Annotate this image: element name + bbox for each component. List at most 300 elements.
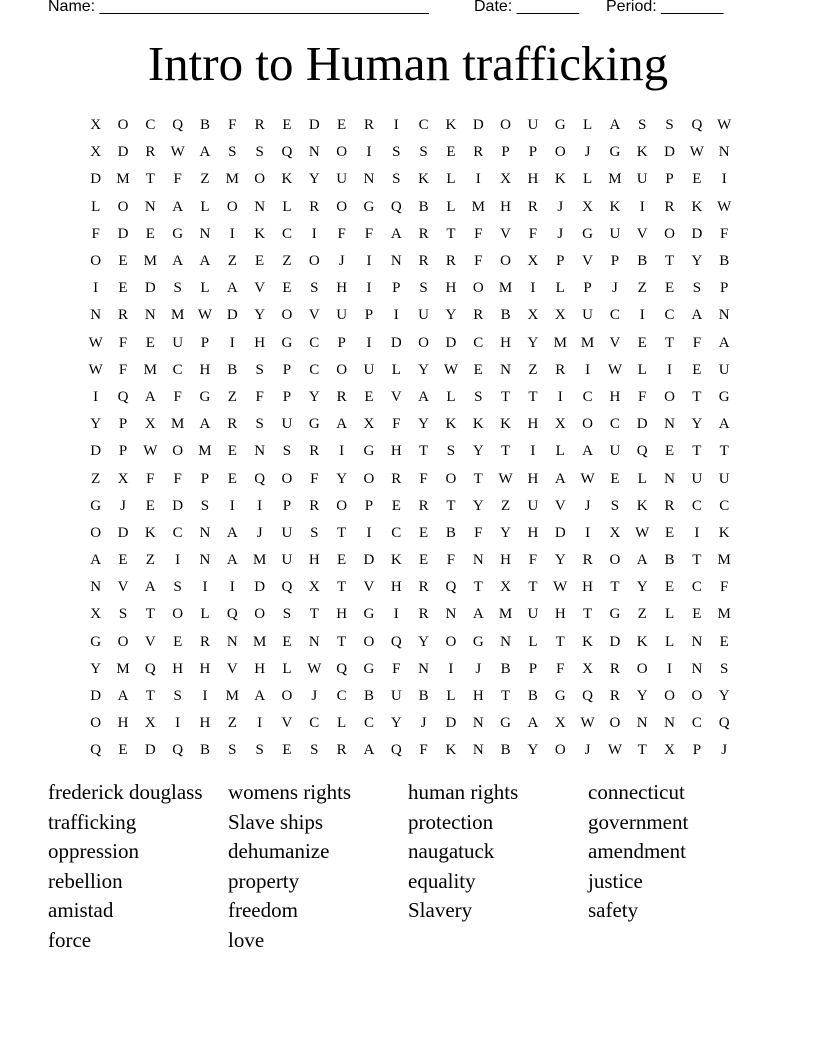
grid-letter[interactable]: U [336,171,348,188]
grid-letter[interactable]: S [200,497,210,514]
grid-letter[interactable]: F [474,225,483,242]
grid-letter[interactable]: T [337,579,347,596]
grid-letter[interactable]: I [202,688,208,705]
grid-letter[interactable]: U [336,307,348,324]
grid-letter[interactable]: I [530,443,536,460]
grid-letter[interactable]: N [718,144,730,161]
grid-letter[interactable]: D [609,633,621,650]
grid-letter[interactable]: E [282,280,292,297]
grid-letter[interactable]: Q [691,117,703,134]
grid-letter[interactable]: C [281,225,292,242]
grid-letter[interactable]: A [226,552,238,569]
grid-letter[interactable]: P [583,280,592,297]
grid-letter[interactable]: I [667,660,673,677]
grid-letter[interactable]: W [580,470,595,487]
grid-letter[interactable]: N [226,633,238,650]
grid-letter[interactable]: C [691,497,702,514]
grid-letter[interactable]: U [390,688,402,705]
grid-letter[interactable]: Z [637,606,647,623]
grid-letter[interactable]: R [418,606,429,623]
grid-letter[interactable]: F [255,388,264,405]
period-field-label[interactable]: Period: _______ [606,0,724,15]
grid-letter[interactable]: X [308,579,320,596]
grid-letter[interactable]: Q [172,742,184,759]
grid-letter[interactable]: B [199,742,210,759]
grid-letter[interactable]: S [720,660,729,677]
grid-letter[interactable]: U [363,361,375,378]
grid-letter[interactable]: D [472,117,484,134]
grid-letter[interactable]: E [227,470,237,487]
grid-letter[interactable]: D [144,280,156,297]
grid-letter[interactable]: N [472,715,484,732]
grid-letter[interactable]: P [528,144,538,161]
grid-letter[interactable]: X [664,742,675,759]
grid-letter[interactable]: N [90,307,102,324]
grid-letter[interactable]: J [120,497,126,514]
grid-letter[interactable]: W [170,144,185,161]
grid-letter[interactable]: E [282,117,292,134]
grid-letter[interactable]: I [366,524,372,541]
grid-letter[interactable]: A [144,388,156,405]
grid-letter[interactable]: H [609,388,621,405]
grid-letter[interactable]: G [472,633,484,650]
grid-letter[interactable]: C [145,117,156,134]
grid-letter[interactable]: M [252,633,267,650]
grid-letter[interactable]: T [528,579,538,596]
grid-letter[interactable]: Z [227,388,237,405]
grid-letter[interactable]: A [472,606,484,623]
grid-letter[interactable]: J [584,144,591,161]
grid-letter[interactable]: I [366,144,372,161]
grid-letter[interactable]: C [609,307,620,324]
grid-letter[interactable]: N [691,633,703,650]
grid-letter[interactable]: E [391,497,401,514]
grid-letter[interactable]: O [90,715,102,732]
grid-letter[interactable]: O [445,470,457,487]
grid-letter[interactable]: P [364,307,374,324]
grid-letter[interactable]: G [363,443,375,460]
grid-letter[interactable]: A [390,225,402,242]
grid-letter[interactable]: E [419,552,429,569]
grid-letter[interactable]: E [637,334,647,351]
grid-letter[interactable]: T [528,388,538,405]
grid-letter[interactable]: J [420,715,427,732]
grid-letter[interactable]: R [555,361,566,378]
grid-letter[interactable]: O [445,633,457,650]
grid-letter[interactable]: E [664,524,675,541]
grid-letter[interactable]: D [117,225,129,242]
grid-letter[interactable]: F [146,470,155,487]
grid-letter[interactable]: O [609,715,621,732]
grid-letter[interactable]: K [144,524,156,541]
grid-letter[interactable]: Q [390,198,402,215]
grid-letter[interactable]: O [691,688,703,705]
grid-letter[interactable]: S [392,144,401,161]
grid-letter[interactable]: G [718,388,730,405]
grid-letter[interactable]: Q [254,470,266,487]
grid-letter[interactable]: M [553,334,567,351]
grid-letter[interactable]: K [636,144,648,161]
grid-letter[interactable]: F [419,742,428,759]
grid-letter[interactable]: H [500,334,511,351]
grid-letter[interactable]: R [117,307,128,324]
grid-letter[interactable]: E [610,470,620,487]
grid-letter[interactable]: Q [144,660,156,677]
grid-letter[interactable]: I [721,171,727,188]
grid-letter[interactable]: H [172,660,184,677]
grid-letter[interactable]: M [225,171,239,188]
grid-letter[interactable]: A [363,742,375,759]
grid-letter[interactable]: R [418,225,429,242]
grid-letter[interactable]: Y [90,416,102,433]
grid-letter[interactable]: E [118,280,128,297]
grid-letter[interactable]: N [472,742,484,759]
grid-letter[interactable]: X [363,416,375,433]
grid-letter[interactable]: L [582,117,593,134]
grid-letter[interactable]: A [90,552,102,569]
grid-letter[interactable]: S [392,171,401,188]
grid-letter[interactable]: C [664,307,675,324]
grid-letter[interactable]: D [445,715,457,732]
grid-letter[interactable]: G [363,660,375,677]
grid-letter[interactable]: F [720,579,729,596]
grid-letter[interactable]: T [473,470,483,487]
grid-letter[interactable]: R [391,470,402,487]
grid-letter[interactable]: D [226,307,238,324]
grid-letter[interactable]: I [175,552,181,569]
grid-letter[interactable]: S [310,280,319,297]
grid-letter[interactable]: K [636,633,648,650]
grid-letter[interactable]: P [118,416,128,433]
grid-letter[interactable]: L [555,280,565,297]
grid-letter[interactable]: Y [418,361,430,378]
grid-letter[interactable]: I [366,280,372,297]
grid-letter[interactable]: L [200,198,210,215]
grid-letter[interactable]: I [339,443,345,460]
grid-letter[interactable]: J [611,280,618,297]
grid-letter[interactable]: S [255,144,264,161]
grid-letter[interactable]: X [144,416,156,433]
grid-letter[interactable]: S [255,416,264,433]
grid-letter[interactable]: U [636,171,648,188]
grid-letter[interactable]: L [528,633,538,650]
grid-letter[interactable]: F [118,361,128,378]
grid-letter[interactable]: V [226,660,238,677]
grid-letter[interactable]: M [471,198,485,215]
grid-letter[interactable]: Y [308,171,320,188]
grid-letter[interactable]: C [473,334,484,351]
grid-letter[interactable]: D [554,524,566,541]
grid-letter[interactable]: S [419,280,428,297]
grid-letter[interactable]: Q [582,688,593,705]
grid-letter[interactable]: W [717,198,732,215]
grid-letter[interactable]: A [144,579,156,596]
grid-letter[interactable]: B [664,552,675,569]
name-field-label[interactable]: Name: _____________________________________ [48,0,429,15]
grid-letter[interactable]: L [200,280,210,297]
grid-letter[interactable]: G [90,497,102,514]
grid-letter[interactable]: K [445,416,457,433]
grid-letter[interactable]: Q [90,742,102,759]
grid-letter[interactable]: Y [390,715,402,732]
grid-letter[interactable]: L [446,198,456,215]
grid-letter[interactable]: M [116,171,130,188]
grid-letter[interactable]: A [172,198,184,215]
grid-letter[interactable]: K [554,171,566,188]
grid-letter[interactable]: O [90,253,102,270]
grid-letter[interactable]: N [254,198,266,215]
grid-letter[interactable]: T [145,688,155,705]
grid-letter[interactable]: D [636,416,648,433]
grid-letter[interactable]: T [337,524,347,541]
grid-letter[interactable]: T [473,579,483,596]
grid-letter[interactable]: O [308,253,320,270]
grid-letter[interactable]: I [393,307,399,324]
grid-letter[interactable]: F [474,524,483,541]
grid-letter[interactable]: I [530,280,536,297]
grid-letter[interactable]: W [307,660,322,677]
grid-letter[interactable]: O [336,198,348,215]
grid-letter[interactable]: I [393,606,399,623]
grid-letter[interactable]: S [446,443,456,460]
grid-letter[interactable]: X [582,198,593,215]
grid-letter[interactable]: O [117,633,129,650]
grid-letter[interactable]: W [88,334,103,351]
grid-letter[interactable]: H [500,552,511,569]
grid-letter[interactable]: U [582,307,593,324]
grid-letter[interactable]: Z [637,280,647,297]
grid-letter[interactable]: N [144,307,156,324]
grid-letter[interactable]: G [554,688,566,705]
grid-letter[interactable]: B [418,198,429,215]
grid-letter[interactable]: D [144,742,156,759]
grid-letter[interactable]: I [229,334,235,351]
grid-letter[interactable]: H [336,280,348,297]
grid-letter[interactable]: F [337,225,346,242]
grid-letter[interactable]: R [227,416,238,433]
grid-letter[interactable]: Y [554,552,566,569]
grid-letter[interactable]: O [117,198,129,215]
grid-letter[interactable]: B [199,117,210,134]
grid-letter[interactable]: Q [636,443,648,460]
grid-letter[interactable]: V [390,388,402,405]
grid-letter[interactable]: A [336,416,348,433]
grid-letter[interactable]: M [252,552,267,569]
grid-letter[interactable]: W [498,470,513,487]
grid-letter[interactable]: I [393,117,399,134]
grid-letter[interactable]: J [584,742,591,759]
grid-letter[interactable]: R [418,579,429,596]
grid-letter[interactable]: T [309,606,319,623]
grid-letter[interactable]: C [172,524,183,541]
grid-letter[interactable]: Y [527,742,539,759]
grid-letter[interactable]: R [309,443,320,460]
grid-letter[interactable]: G [363,606,375,623]
grid-letter[interactable]: V [554,497,566,514]
grid-letter[interactable]: H [527,416,539,433]
grid-letter[interactable]: D [90,688,102,705]
grid-letter[interactable]: E [473,361,483,378]
grid-letter[interactable]: D [117,524,129,541]
grid-letter[interactable]: L [446,688,456,705]
grid-letter[interactable]: N [199,552,211,569]
grid-letter[interactable]: E [692,361,702,378]
grid-letter[interactable]: L [282,660,292,677]
grid-letter[interactable]: I [366,334,372,351]
grid-letter[interactable]: X [609,524,621,541]
grid-letter[interactable]: A [172,253,184,270]
grid-letter[interactable]: A [609,117,621,134]
grid-letter[interactable]: Y [691,416,703,433]
grid-letter[interactable]: L [282,198,292,215]
grid-letter[interactable]: Y [418,416,430,433]
grid-letter[interactable]: M [116,660,130,677]
grid-letter[interactable]: R [199,633,210,650]
grid-letter[interactable]: M [198,443,212,460]
grid-letter[interactable]: I [93,280,99,297]
grid-letter[interactable]: D [90,171,102,188]
grid-letter[interactable]: J [338,253,345,270]
grid-letter[interactable]: Y [636,579,648,596]
grid-letter[interactable]: N [500,633,511,650]
grid-letter[interactable]: M [608,171,622,188]
grid-letter[interactable]: J [557,225,564,242]
grid-letter[interactable]: K [636,497,648,514]
grid-letter[interactable]: W [553,579,568,596]
grid-letter[interactable]: H [527,524,539,541]
grid-letter[interactable]: L [391,361,401,378]
grid-letter[interactable]: X [554,715,566,732]
grid-letter[interactable]: W [717,117,732,134]
grid-letter[interactable]: X [90,606,102,623]
grid-letter[interactable]: O [336,144,348,161]
grid-letter[interactable]: F [638,388,647,405]
grid-letter[interactable]: E [692,171,702,188]
grid-letter[interactable]: Z [227,253,237,270]
grid-letter[interactable]: D [445,334,457,351]
grid-letter[interactable]: T [637,742,647,759]
grid-letter[interactable]: M [498,606,513,623]
grid-letter[interactable]: A [117,688,129,705]
grid-letter[interactable]: V [254,280,266,297]
grid-letter[interactable]: E [145,334,155,351]
grid-letter[interactable]: R [473,307,484,324]
grid-letter[interactable]: K [254,225,266,242]
grid-letter[interactable]: I [639,307,645,324]
grid-letter[interactable]: T [610,579,620,596]
grid-letter[interactable]: S [665,117,674,134]
grid-letter[interactable]: B [227,361,238,378]
grid-letter[interactable]: C [391,524,402,541]
grid-letter[interactable]: O [254,606,266,623]
grid-letter[interactable]: S [282,443,292,460]
grid-letter[interactable]: K [609,198,621,215]
grid-letter[interactable]: O [636,660,648,677]
grid-letter[interactable]: Y [527,334,539,351]
grid-letter[interactable]: T [501,388,511,405]
grid-letter[interactable]: P [282,388,292,405]
grid-letter[interactable]: H [390,443,402,460]
grid-letter[interactable]: T [501,688,511,705]
grid-letter[interactable]: O [500,253,511,270]
grid-letter[interactable]: K [582,633,593,650]
grid-letter[interactable]: G [172,225,184,242]
grid-letter[interactable]: Y [418,633,430,650]
grid-letter[interactable]: A [582,443,593,460]
grid-letter[interactable]: K [390,552,402,569]
grid-letter[interactable]: S [419,144,428,161]
grid-letter[interactable]: Y [445,307,457,324]
grid-letter[interactable]: H [199,361,211,378]
grid-letter[interactable]: I [202,579,208,596]
grid-letter[interactable]: W [689,144,704,161]
grid-letter[interactable]: V [117,579,129,596]
grid-letter[interactable]: A [718,416,730,433]
grid-letter[interactable]: W [580,715,595,732]
grid-letter[interactable]: F [173,470,182,487]
grid-letter[interactable]: C [309,334,320,351]
grid-letter[interactable]: I [585,361,591,378]
grid-letter[interactable]: L [637,470,647,487]
grid-letter[interactable]: D [390,334,402,351]
grid-letter[interactable]: G [500,715,511,732]
grid-letter[interactable]: W [635,524,650,541]
grid-letter[interactable]: J [475,660,482,677]
grid-letter[interactable]: O [609,552,621,569]
grid-letter[interactable]: T [501,443,511,460]
grid-letter[interactable]: A [199,253,211,270]
grid-letter[interactable]: R [145,144,156,161]
grid-letter[interactable]: V [500,225,511,242]
grid-letter[interactable]: H [527,470,539,487]
grid-letter[interactable]: T [719,443,729,460]
grid-letter[interactable]: Q [117,388,129,405]
grid-letter[interactable]: Y [472,443,484,460]
grid-letter[interactable]: O [281,688,293,705]
grid-letter[interactable]: U [609,443,621,460]
grid-letter[interactable]: F [392,416,401,433]
grid-letter[interactable]: L [91,198,101,215]
grid-letter[interactable]: N [636,715,648,732]
grid-letter[interactable]: E [664,579,675,596]
grid-letter[interactable]: H [445,280,457,297]
grid-letter[interactable]: F [528,225,538,242]
grid-letter[interactable]: I [311,225,317,242]
grid-letter[interactable]: S [228,144,237,161]
grid-letter[interactable]: J [256,524,263,541]
grid-letter[interactable]: P [556,253,565,270]
grid-letter[interactable]: S [173,280,182,297]
grid-letter[interactable]: G [363,198,375,215]
grid-letter[interactable]: H [554,606,566,623]
grid-letter[interactable]: X [554,307,566,324]
grid-letter[interactable]: S [310,742,319,759]
grid-letter[interactable]: R [254,117,265,134]
grid-letter[interactable]: U [609,225,621,242]
grid-letter[interactable]: L [637,361,647,378]
grid-letter[interactable]: I [585,524,591,541]
grid-letter[interactable]: F [446,552,456,569]
grid-letter[interactable]: V [582,253,593,270]
grid-letter[interactable]: V [308,307,320,324]
grid-letter[interactable]: O [336,497,348,514]
grid-letter[interactable]: H [199,715,211,732]
grid-letter[interactable]: N [664,715,675,732]
grid-letter[interactable]: P [665,171,674,188]
grid-letter[interactable]: O [418,334,430,351]
grid-letter[interactable]: M [717,552,731,569]
grid-letter[interactable]: E [692,606,702,623]
